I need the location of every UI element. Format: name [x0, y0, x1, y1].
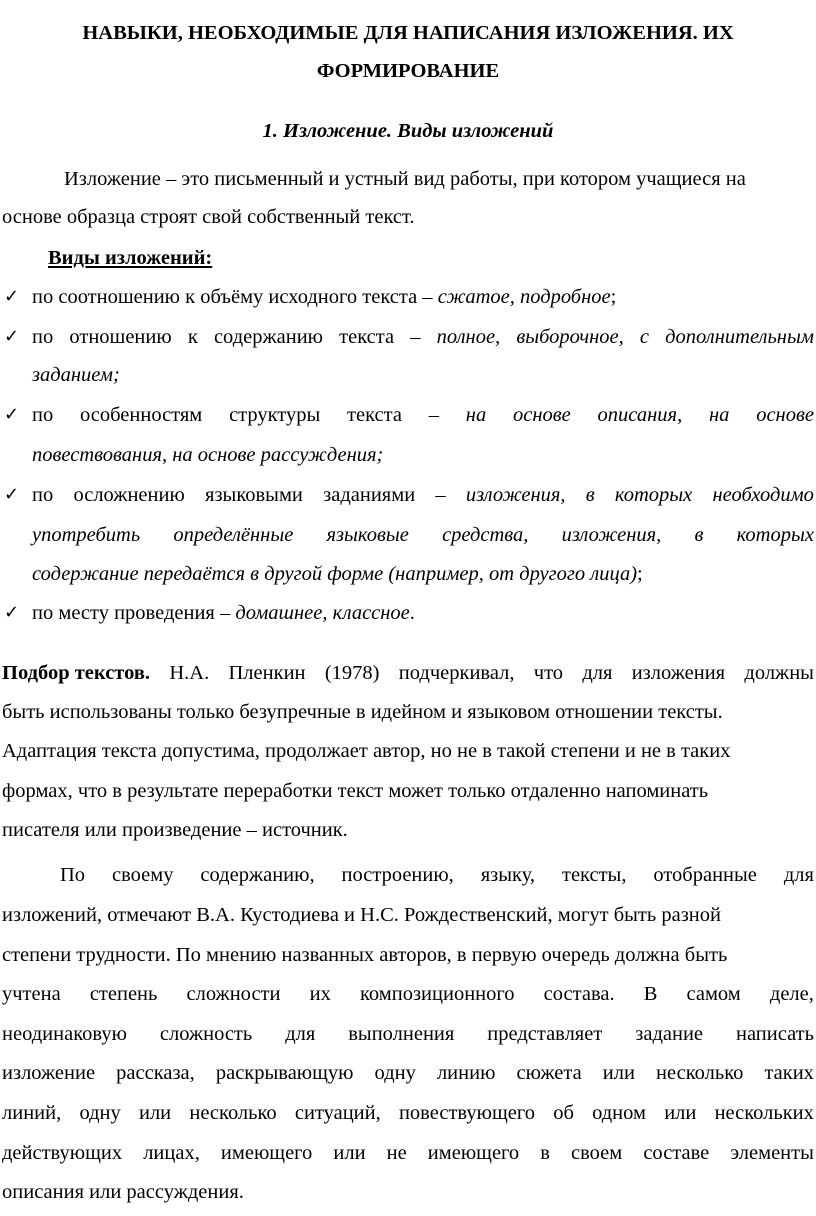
- word: в: [694, 524, 704, 546]
- list-item-1-tail: ;: [610, 286, 617, 308]
- word: сложность: [159, 1023, 253, 1045]
- word: неодинаковую: [2, 1023, 127, 1045]
- word: изложения: [631, 662, 726, 684]
- word: несколько: [656, 1062, 744, 1084]
- word: своем: [571, 1142, 623, 1164]
- definition-line-1: Изложение – это письменный и устный вид работы, при котором учащиеся на: [64, 168, 746, 190]
- word: для: [285, 1023, 316, 1045]
- word: ситуаций,: [294, 1102, 381, 1124]
- checkmark-icon: ✓: [4, 286, 20, 307]
- word: самом: [686, 983, 741, 1005]
- word: В: [643, 983, 658, 1005]
- word: по: [32, 404, 54, 426]
- word: лицах,: [143, 1142, 200, 1164]
- paragraph-1-line-4: формах, что в результате переработки текст может только отдаленно напоминать: [2, 780, 709, 802]
- word: которых: [614, 484, 693, 506]
- word: действующих: [2, 1142, 123, 1164]
- word: учтена: [2, 983, 61, 1005]
- word: их: [309, 983, 331, 1005]
- word: отобранные: [653, 864, 757, 886]
- word: одну: [374, 1062, 416, 1084]
- word: для: [783, 864, 814, 886]
- word: –: [428, 404, 439, 426]
- word: своему: [112, 864, 174, 886]
- word: имеющего: [220, 1142, 313, 1164]
- word: которых: [736, 524, 814, 546]
- list-item-1: [32, 278, 616, 316]
- word: в: [585, 484, 595, 506]
- word: структуры: [229, 404, 321, 426]
- word: по: [32, 326, 54, 348]
- word: необходимо: [712, 484, 814, 506]
- word: должны: [744, 662, 814, 684]
- word: деле,: [769, 983, 814, 1005]
- word: состава.: [543, 983, 615, 1005]
- paragraph-1-line-3: Адаптация текста допустима, продолжает автор, но не в такой степени и не в таких: [2, 740, 731, 762]
- paragraph-2-line-4: [2, 975, 814, 1013]
- word: основе: [512, 404, 571, 426]
- word: написать: [735, 1023, 814, 1045]
- word: композиционного: [359, 983, 515, 1005]
- word: или: [664, 1102, 697, 1124]
- word: языковые: [326, 524, 409, 546]
- word: представляет: [487, 1023, 603, 1045]
- word: –: [410, 326, 421, 348]
- word: повествующего: [398, 1102, 535, 1124]
- paragraph-1-line-1: [2, 654, 814, 692]
- word: выборочное,: [516, 326, 624, 348]
- word: языковыми: [205, 484, 303, 506]
- word: таких: [764, 1062, 814, 1084]
- word: дополнительным: [665, 326, 814, 348]
- word: построению,: [341, 864, 454, 886]
- types-heading: Виды изложений:: [48, 247, 213, 269]
- word: (1978): [324, 662, 380, 684]
- word: текста: [347, 404, 402, 426]
- word: раскрывающую: [215, 1062, 354, 1084]
- checkmark-icon: ✓: [4, 404, 20, 425]
- word: заданиями: [323, 484, 416, 506]
- word: средства,: [442, 524, 529, 546]
- list-item-4: [32, 476, 814, 514]
- document-title-line-2: ФОРМИРОВАНИЕ: [316, 60, 500, 82]
- list-item-2-continued: заданием;: [32, 364, 120, 386]
- word: текста: [339, 326, 395, 348]
- word: или: [602, 1062, 635, 1084]
- paragraph-2-line-9: описания или рассуждения.: [2, 1181, 244, 1203]
- word: элементы: [730, 1142, 814, 1164]
- list-item-1-values: сжатое, подробное: [437, 286, 611, 308]
- list-item-4-tail: ;: [637, 563, 643, 585]
- list-item-2: [32, 318, 814, 356]
- word: что: [533, 662, 564, 684]
- word: изложения,: [465, 484, 566, 506]
- word: с: [639, 326, 650, 348]
- paragraph-2-line-8: [2, 1134, 814, 1172]
- word: основе: [756, 404, 814, 426]
- word: определённые: [173, 524, 294, 546]
- paragraph-2-line-3: степени трудности. По мнению названных авторов, в первую очередь должна быть: [2, 944, 728, 966]
- list-item-3: [32, 396, 814, 434]
- word: нескольких: [714, 1102, 814, 1124]
- word: описания,: [597, 404, 683, 426]
- list-item-4-line-2: [32, 516, 814, 554]
- word: несколько: [189, 1102, 277, 1124]
- paragraph-2-line-7: [2, 1094, 814, 1132]
- word: языку,: [480, 864, 536, 886]
- list-item-5-text: по месту проведения –: [32, 602, 236, 624]
- word: линий,: [2, 1102, 62, 1124]
- word: выполнения: [348, 1023, 455, 1045]
- word: степень: [89, 983, 158, 1005]
- word: –: [435, 484, 446, 506]
- word: особенностям: [80, 404, 203, 426]
- word: об: [553, 1102, 574, 1124]
- word: изложения,: [561, 524, 662, 546]
- paragraph-1-line-5: писателя или произведение – источник.: [2, 819, 348, 841]
- definition-line-2: основе образца строят свой собственный текст.: [2, 206, 415, 228]
- word: содержанию: [213, 326, 323, 348]
- word: к: [187, 326, 198, 348]
- list-item-5-values: домашнее, классное: [235, 602, 410, 624]
- paragraph-lead: Подбор текстов.: [2, 662, 151, 684]
- word: составе: [643, 1142, 710, 1164]
- list-item-4-continued: содержание передаётся в другой форме (например, от другого лица): [32, 563, 638, 585]
- word: сюжета: [516, 1062, 582, 1084]
- word: в: [540, 1142, 550, 1164]
- word: задание: [635, 1023, 704, 1045]
- paragraph-2-line-5: [2, 1015, 814, 1053]
- paragraph-2-line-6: [2, 1054, 814, 1092]
- word: употребить: [32, 524, 141, 546]
- section-heading: 1. Изложение. Виды изложений: [262, 120, 554, 142]
- word: для: [582, 662, 613, 684]
- word: По: [60, 864, 86, 886]
- word: тексты,: [561, 864, 627, 886]
- list-item-1-text: по соотношению к объёму исходного текста –: [32, 286, 438, 308]
- document-title-line-1: НАВЫКИ, НЕОБХОДИМЫЕ ДЛЯ НАПИСАНИЯ ИЗЛОЖЕНИЯ. ИХ: [82, 22, 734, 44]
- word: одну: [79, 1102, 121, 1124]
- word: сложности: [186, 983, 281, 1005]
- list-item-5: [32, 594, 415, 632]
- word: отношению: [69, 326, 172, 348]
- word: на: [708, 404, 730, 426]
- paragraph-1-line-2: быть использованы только безупречные в идейном и языковом отношении тексты.: [2, 701, 723, 723]
- word: линию: [436, 1062, 496, 1084]
- word: подчеркивал,: [398, 662, 515, 684]
- word: или: [333, 1142, 366, 1164]
- paragraph-2-line-1: [60, 856, 814, 894]
- word: Пленкин: [228, 662, 306, 684]
- list-item-5-tail: .: [409, 602, 415, 624]
- word: одном: [592, 1102, 646, 1124]
- list-item-3-continued: повествования, на основе рассуждения;: [32, 444, 384, 466]
- word: или: [138, 1102, 172, 1124]
- paragraph-2-line-2: изложений, отмечают В.А. Кустодиева и Н.С. Рождественский, могут быть разной: [2, 904, 722, 926]
- checkmark-icon: ✓: [4, 326, 20, 347]
- word: содержанию,: [200, 864, 315, 886]
- word: изложение: [2, 1062, 96, 1084]
- list-item-4-line-3: [32, 555, 643, 593]
- word: рассказа,: [116, 1062, 195, 1084]
- word: осложнению: [73, 484, 185, 506]
- word: имеющего: [427, 1142, 520, 1164]
- word: на: [465, 404, 487, 426]
- checkmark-icon: ✓: [4, 484, 20, 505]
- checkmark-icon: ✓: [4, 602, 20, 623]
- word: Н.А.: [169, 662, 210, 684]
- word: полное,: [436, 326, 501, 348]
- word: по: [32, 484, 54, 506]
- word: не: [386, 1142, 407, 1164]
